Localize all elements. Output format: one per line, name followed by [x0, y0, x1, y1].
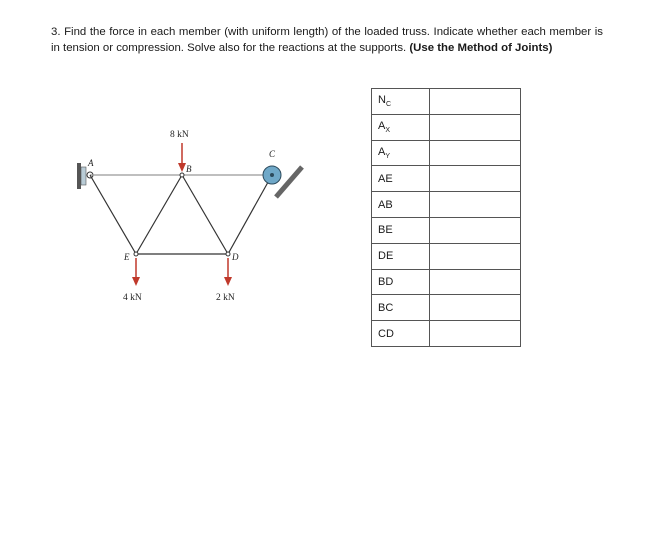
answer-label: AE — [378, 172, 393, 185]
member-ae — [90, 175, 136, 254]
answer-label-subscript: Y — [385, 153, 391, 161]
joint-label-c: C — [269, 149, 276, 159]
answer-value-cell[interactable] — [430, 89, 521, 115]
joint-b — [180, 173, 184, 177]
answer-value-cell[interactable] — [430, 243, 521, 269]
answer-row — [372, 243, 521, 269]
answer-row — [372, 192, 521, 218]
joint-label-e: E — [124, 252, 130, 262]
answer-value-cell[interactable] — [430, 269, 521, 295]
answer-label-subscript: X — [385, 127, 391, 135]
member-cd — [228, 175, 272, 254]
answer-value-cell[interactable] — [430, 114, 521, 140]
answer-row — [372, 89, 521, 115]
answer-row — [372, 321, 521, 347]
answer-label-subscript: C — [385, 101, 392, 109]
answer-value-cell[interactable] — [430, 166, 521, 192]
answer-label: DE — [378, 250, 394, 263]
answer-label-cell — [372, 192, 430, 218]
member-bd — [182, 175, 228, 254]
answer-label: BE — [378, 224, 393, 237]
answer-row — [372, 166, 521, 192]
answer-label-cell — [372, 295, 430, 321]
answer-label: A — [378, 145, 386, 158]
answer-label-cell — [372, 321, 430, 347]
answer-row — [372, 140, 521, 166]
answer-label-cell — [372, 140, 430, 166]
joint-d — [226, 252, 230, 256]
answer-row — [372, 295, 521, 321]
answer-label-cell — [372, 114, 430, 140]
answer-label-cell — [372, 89, 430, 115]
load-arrow-e — [132, 258, 140, 286]
answer-table — [371, 88, 521, 347]
answer-label-cell — [372, 166, 430, 192]
method-instruction: (Use the Method of Joints) — [409, 42, 553, 54]
answer-row — [372, 217, 521, 243]
joint-e — [134, 252, 138, 256]
answer-label: AB — [378, 198, 393, 211]
joint-label-b: B — [186, 164, 192, 174]
answer-label-cell — [372, 243, 430, 269]
roller-support-c — [263, 166, 302, 197]
answer-value-cell[interactable] — [430, 217, 521, 243]
load-arrow-b — [178, 143, 186, 172]
answer-value-cell[interactable] — [430, 140, 521, 166]
truss-figure — [60, 120, 310, 320]
load-label-e: 4 kN — [123, 293, 142, 303]
answer-label: N — [378, 94, 386, 107]
answer-value-cell[interactable] — [430, 192, 521, 218]
answer-row — [372, 114, 521, 140]
answer-label: CD — [378, 327, 394, 340]
load-label-b: 8 kN — [170, 130, 189, 140]
answer-label-cell — [372, 217, 430, 243]
answer-label: A — [378, 120, 386, 133]
problem-statement — [51, 24, 603, 56]
load-arrow-d — [224, 258, 232, 286]
joint-label-d: D — [232, 252, 239, 262]
answer-value-cell[interactable] — [430, 295, 521, 321]
load-label-d: 2 kN — [216, 293, 235, 303]
answer-table-body — [372, 89, 521, 347]
member-be — [136, 175, 182, 254]
answer-row — [372, 269, 521, 295]
answer-label-cell — [372, 269, 430, 295]
answer-label: BC — [378, 301, 394, 314]
answer-value-cell[interactable] — [430, 321, 521, 347]
answer-label: BD — [378, 275, 394, 288]
truss-diagram — [60, 120, 310, 320]
problem-text: 3. Find the force in each member (with uniform length) of the loaded truss. Indicate whether each member is in tension or compression. Solve also for the reactions at the supports. — [51, 26, 603, 54]
joint-label-a: A — [88, 158, 94, 168]
